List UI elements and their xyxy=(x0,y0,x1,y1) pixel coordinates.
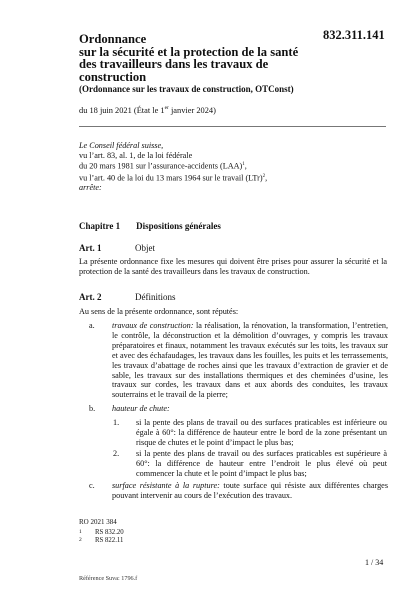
preamble-line-3: vu l’art. 40 de la loi du 13 mars 1964 sur le travail (LTr)$^2$, xyxy=(79,173,268,183)
header-divider xyxy=(79,126,386,127)
footnote-2-mark: 2 xyxy=(79,537,82,543)
chapter-title: Dispositions générales xyxy=(136,221,221,231)
article-2-heading xyxy=(79,292,176,302)
footnote-ref-1[interactable]: 1 xyxy=(242,162,245,168)
footnote-1-text[interactable]: RS 832.20 xyxy=(95,529,124,536)
suva-reference: Référence Suva: 1796.f xyxy=(79,575,138,582)
date-line xyxy=(79,105,216,115)
chapter-number: Chapitre 1 xyxy=(79,221,121,231)
page-number: 1 / 34 xyxy=(365,558,384,567)
article-2-number: Art. 2 xyxy=(79,292,102,302)
title-line-3: des travailleurs dans les travaux de construction xyxy=(79,57,269,84)
title-line-2: sur la sécurité et la protection de la santé xyxy=(79,44,299,59)
footnote-2-text[interactable]: RS 822.11 xyxy=(95,537,124,544)
item-a-text xyxy=(112,321,388,400)
item-a-term: travaux de construction: xyxy=(112,321,194,330)
item-c-term: surface résistante à la rupture: xyxy=(112,481,220,490)
preamble-line-2: du 20 mars 1981 sur l’assurance-accidents (LAA)$^1$, xyxy=(79,162,247,172)
footnote-1-mark: 1 xyxy=(79,529,82,535)
item-b-label: b. xyxy=(89,404,96,413)
preamble-intro: Le Conseil fédéral suisse, xyxy=(79,141,164,150)
item-b1-label: 1. xyxy=(113,418,120,427)
item-b-term: hauteur de chute: xyxy=(112,404,170,413)
date-text: du 18 juin 2021 (État le 1 xyxy=(79,105,165,115)
preamble xyxy=(79,141,267,193)
footnote-ref-2[interactable]: 2 xyxy=(262,173,266,179)
date-rest: janvier 2024) xyxy=(168,105,216,115)
article-1-heading xyxy=(79,243,155,253)
ro-reference: RO 2021 384 xyxy=(79,518,117,526)
preamble-line-1: vu l’art. 83, al. 1, de la loi fédérale xyxy=(79,150,193,160)
article-1-number: Art. 1 xyxy=(79,243,102,253)
item-b2-label: 2. xyxy=(113,449,120,458)
item-b2-text: si la pente des plans de travail ou des surfaces praticables est supérieure à 60°: la différence de hauteur entre l’endroit le plus élevé où peut commencer la chute et le point d’impact le plus bas; xyxy=(136,449,387,478)
item-b1-text: si la pente des plans de travail ou des surfaces praticables est inférieure ou égale à 60°: la différence de hauteur entre le bord de la zone présentant un risque de chutes et le point d’impact le plus bas; xyxy=(136,418,387,447)
item-c-body: toute surface qui résiste aux différentes charges pouvant intervenir au cours de l’exécution des travaux. xyxy=(112,481,389,500)
date-sup: er xyxy=(164,105,169,111)
item-a-label: a. xyxy=(89,321,95,330)
item-a-body: la réalisation, la rénovation, la transformation, l’entretien, le contrôle, la déconstruction et la démolition d’ouvrages, y compris les travaux préparatoires et finaux, notamment les travaux exécutés sur les toits, les travaux sur et avec des échafaudages, les travaux dans les fouilles, les puits et les terrassements, les travaux d’abattage de roches ainsi que les travaux d’extraction de gravier et de sable, les travaux sur des installations thermiques et des cheminées d’usine, les travaux sur cordes, les travaux dans et aux abords des conduites, les travaux souterrains et le travail de la pierre; xyxy=(112,321,388,400)
chapter-heading xyxy=(79,221,221,231)
footnote-1 xyxy=(79,529,124,536)
rs-number: 832.311.141 xyxy=(323,28,385,42)
article-2-title: Définitions xyxy=(135,292,176,302)
item-c-label: c. xyxy=(89,481,95,490)
title-line-1: Ordonnance xyxy=(79,32,147,46)
preamble-closing: arrête: xyxy=(79,183,102,193)
item-c-text xyxy=(112,481,388,501)
footnote-2 xyxy=(79,537,123,544)
article-1-title: Objet xyxy=(135,243,155,253)
document-subtitle: (Ordonnance sur les travaux de construction, OTConst) xyxy=(79,84,294,94)
document-title xyxy=(79,33,329,95)
article-2-intro: Au sens de la présente ordonnance, sont réputés: xyxy=(79,307,239,316)
article-1-text: La présente ordonnance fixe les mesures qui doivent être prises pour assurer la sécurité et la protection de la santé des travailleurs dans les travaux de construction. xyxy=(79,257,387,276)
